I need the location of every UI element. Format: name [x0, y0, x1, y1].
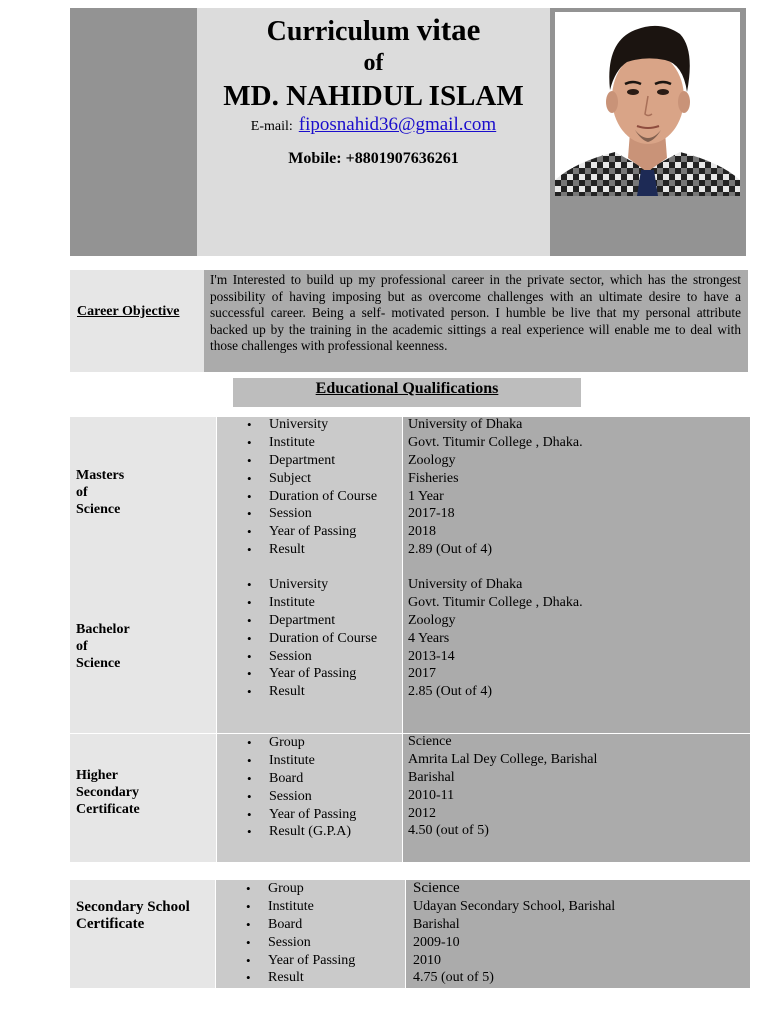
list-item: • Result: [216, 969, 355, 987]
list-item: • Institute: [216, 898, 355, 916]
bachelor-label: Bachelor of Science: [76, 622, 130, 671]
list-item: 2.85 (Out of 4): [408, 684, 492, 700]
list-item: 2010-11: [408, 787, 455, 803]
masters-values: [408, 416, 583, 559]
list-item: 1 Year: [408, 488, 444, 504]
profile-photo: [555, 12, 740, 196]
header-left-panel: [70, 8, 197, 256]
degree-label-cell: [70, 417, 216, 733]
list-item: • University: [217, 576, 377, 594]
career-objective-text: I'm Interested to build up my professional career in the private sector, which has the strongest possibility of having imposing but as overcome challenges with an ultimate desire to have a successful career. Being a self- motivated person. I humble be live that my personal attribute backed up by the training in the academic sittings a real experience will enable me to deal with those challenges with professional keenness.: [210, 272, 741, 354]
career-objective-label: Career Objective: [77, 304, 180, 319]
list-item: • Result: [217, 683, 377, 701]
list-item: Science: [408, 734, 452, 749]
list-item: • Result (G.P.A): [217, 823, 356, 841]
list-item: 2017: [408, 666, 436, 682]
hsc-items: [217, 734, 356, 841]
portrait-image: [555, 12, 740, 196]
list-item: Fisheries: [408, 470, 459, 486]
list-item: University of Dhaka: [408, 577, 523, 592]
ssc-items: [216, 880, 355, 987]
list-item: • Department: [217, 612, 377, 630]
list-item: • Subject: [217, 470, 377, 488]
list-item: • Session: [217, 505, 377, 523]
list-item: 4.75 (out of 5): [413, 970, 494, 986]
mobile-number: Mobile: +8801907636261: [288, 150, 459, 167]
email-row: [197, 114, 550, 136]
bachelor-items: [217, 576, 377, 701]
list-item: • Institute: [217, 434, 377, 452]
list-item: • Year of Passing: [216, 952, 355, 970]
list-item: • Duration of Course: [217, 488, 377, 506]
hsc-values: [408, 733, 597, 840]
list-item: • Board: [216, 916, 355, 934]
list-item: Udayan Secondary School, Barishal: [413, 898, 616, 914]
document-title: [197, 12, 550, 48]
masters-label: Masters of Science: [76, 468, 125, 517]
list-item: 2018: [408, 524, 436, 540]
list-item: Amrita Lal Dey College, Barishal: [408, 751, 598, 767]
list-item: • Year of Passing: [217, 806, 356, 824]
list-item: • Institute: [217, 752, 356, 770]
list-item: • Institute: [217, 594, 377, 612]
list-item: 2013-14: [408, 648, 455, 664]
list-item: • Session: [217, 648, 377, 666]
list-item: 2012: [408, 805, 436, 821]
list-item: Barishal: [408, 769, 455, 785]
title-prefix: Curriculum: [266, 16, 410, 47]
list-item: • Year of Passing: [217, 523, 377, 541]
email-link[interactable]: fiposnahid36@gmail.com: [298, 114, 497, 135]
list-item: Barishal: [413, 916, 460, 932]
list-item: • Year of Passing: [217, 665, 377, 683]
list-item: • Department: [217, 452, 377, 470]
candidate-name: MD. NAHIDUL ISLAM: [223, 80, 524, 112]
title-suffix: vitae: [416, 12, 481, 47]
list-item: • Session: [216, 934, 355, 952]
list-item: • Result: [217, 541, 377, 559]
list-item: • Session: [217, 788, 356, 806]
education-heading: [233, 378, 581, 407]
list-item: Govt. Titumir College , Dhaka.: [408, 434, 583, 450]
list-item: 4 Years: [408, 630, 450, 646]
masters-items: [217, 416, 377, 559]
list-item: Science: [413, 880, 460, 896]
list-item: • Duration of Course: [217, 630, 377, 648]
list-item: • Group: [217, 734, 356, 752]
list-item: 2.89 (Out of 4): [408, 542, 492, 558]
education-heading-text: Educational Qualifications: [315, 380, 499, 397]
list-item: 2010: [413, 952, 441, 968]
list-item: 2009-10: [413, 934, 460, 950]
list-item: • Board: [217, 770, 356, 788]
bachelor-values: [408, 576, 583, 701]
list-item: • Group: [216, 880, 355, 898]
list-item: Zoology: [408, 612, 456, 628]
list-item: 4.50 (out of 5): [408, 823, 489, 839]
list-item: • University: [217, 416, 377, 434]
list-item: Zoology: [408, 452, 456, 468]
hsc-label: Higher Secondary Certificate: [76, 768, 140, 817]
list-item: Govt. Titumir College , Dhaka.: [408, 594, 583, 610]
list-item: 2017-18: [408, 506, 455, 522]
career-objective-label-cell: [70, 270, 204, 372]
list-item: University of Dhaka: [408, 417, 523, 432]
ssc-label: Secondary School Certificate: [76, 899, 190, 932]
title-of: of: [363, 50, 384, 76]
degree-label-cell: [70, 880, 215, 988]
ssc-values: [413, 880, 615, 987]
email-label: E-mail:: [250, 119, 293, 134]
